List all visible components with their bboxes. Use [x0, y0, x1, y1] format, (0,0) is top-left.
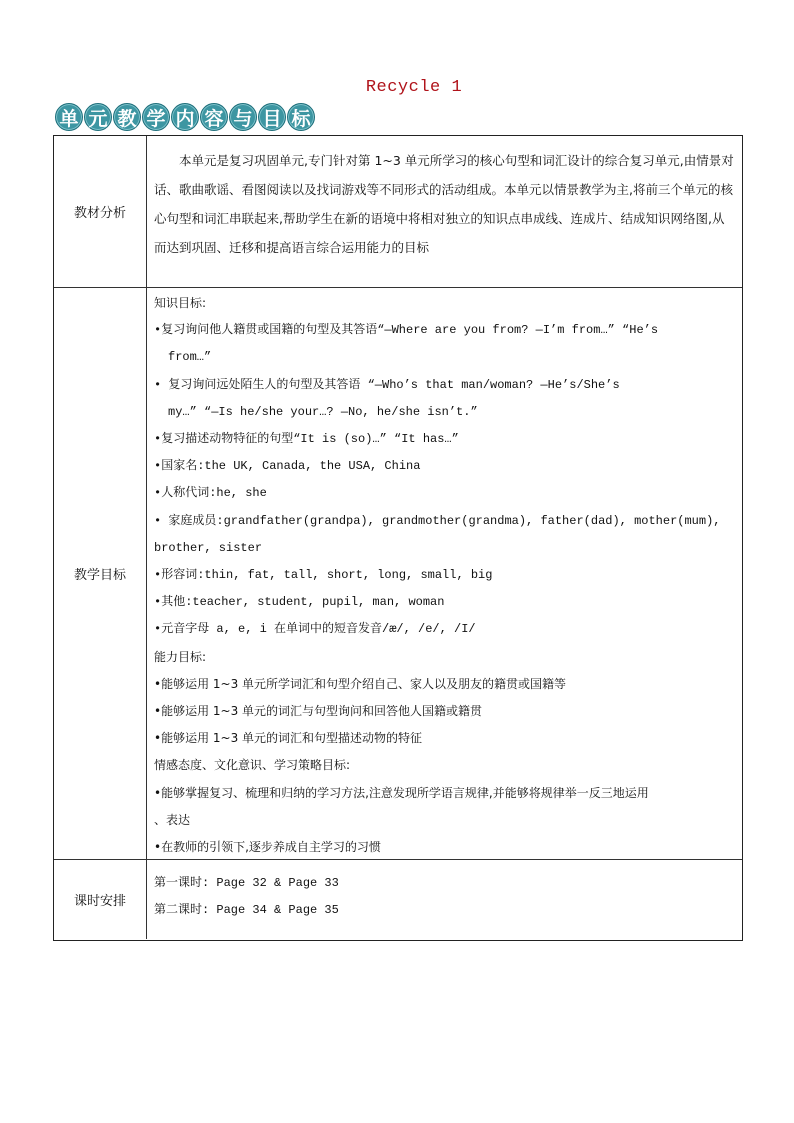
- goal-item: •形容词:thin, fat, tall, short, long, small, big: [154, 568, 493, 583]
- goal-item: •能够掌握复习、梳理和归纳的学习方法,注意发现所学语言规律,并能够将规律举一反三地运用: [154, 785, 649, 800]
- ability-heading: 能力目标:: [154, 649, 207, 664]
- goal-item: • 家庭成员:grandfather(grandpa), grandmother(grandma), father(dad), mother(mum),: [154, 513, 721, 528]
- goal-item: •复习描述动物特征的句型“It is (so)…” “It has…”: [154, 432, 459, 447]
- goal-item-cont: from…”: [168, 350, 212, 365]
- emotion-heading: 情感态度、文化意识、学习策略目标:: [154, 758, 351, 773]
- analysis-paragraph: 本单元是复习巩固单元,专门针对第 1~3 单元所学习的核心句型和词汇设计的综合复习单元,由情景对话、歌曲歌谣、看图阅读以及找词游戏等不同形式的活动组成。本单元以情景教学为主,将前三个单元的核心句型和词汇串联起来,帮助学生在新的语境中将相对独立的知识点串成线、连成片、结成知识网络图,从而达到巩固、迁移和提高语言综合运用能力的目标: [154, 153, 734, 255]
- banner-char: 元: [84, 103, 112, 131]
- banner-char: 单: [55, 103, 83, 131]
- goal-item: •复习询问他人籍贯或国籍的句型及其答语“—Where are you from? —I’m from…” “He’s: [154, 323, 659, 338]
- banner-char: 目: [258, 103, 286, 131]
- banner-char: 内: [171, 103, 199, 131]
- schedule-line: 第一课时: Page 32 & Page 33: [154, 876, 339, 890]
- banner-char: 教: [113, 103, 141, 131]
- row-content-schedule: [147, 860, 742, 939]
- knowledge-heading: 知识目标:: [154, 296, 207, 310]
- goal-item: •国家名:the UK, Canada, the USA, China: [154, 459, 421, 474]
- schedule-line: 第二课时: Page 34 & Page 35: [154, 903, 339, 918]
- row-label-analysis: 教材分析: [54, 136, 147, 287]
- content-table: [53, 135, 743, 941]
- goal-item-cont: my…” “—Is he/she your…? —No, he/she isn’t.”: [168, 404, 478, 419]
- row-analysis: [54, 136, 742, 288]
- banner-char: 标: [287, 103, 315, 131]
- row-label-goals: 教学目标: [54, 288, 147, 859]
- goal-item: •元音字母 a, e, i 在单词中的短音发音/æ/, /e/, /I/: [154, 622, 476, 637]
- goal-item: • 复习询问远处陌生人的句型及其答语 “—Who’s that man/woman? —He’s/She’s: [154, 377, 620, 392]
- goal-item: •在教师的引领下,逐步养成自主学习的习惯: [154, 840, 381, 855]
- goal-item: •能够运用 1~3 单元的词汇与句型询问和回答他人国籍或籍贯: [154, 704, 483, 719]
- row-label-schedule: 课时安排: [54, 860, 147, 939]
- goal-item-cont: brother, sister: [154, 540, 263, 555]
- section-banner: [55, 103, 315, 133]
- goal-item: •其他:teacher, student, pupil, man, woman: [154, 595, 445, 610]
- document-title: Recycle 1: [365, 78, 463, 97]
- banner-char: 容: [200, 103, 228, 131]
- banner-char: 学: [142, 103, 170, 131]
- goal-item: •人称代词:he, she: [154, 486, 267, 501]
- goal-item: •能够运用 1~3 单元的词汇和句型描述动物的特征: [154, 731, 423, 746]
- banner-char: 与: [229, 103, 257, 131]
- row-schedule: [54, 860, 742, 939]
- row-content-goals: [147, 288, 742, 859]
- row-content-analysis: [147, 136, 742, 287]
- goal-item-cont: 、表达: [154, 812, 191, 827]
- row-goals: [54, 288, 742, 860]
- goal-item: •能够运用 1~3 单元所学词汇和句型介绍自己、家人以及朋友的籍贯或国籍等: [154, 676, 567, 691]
